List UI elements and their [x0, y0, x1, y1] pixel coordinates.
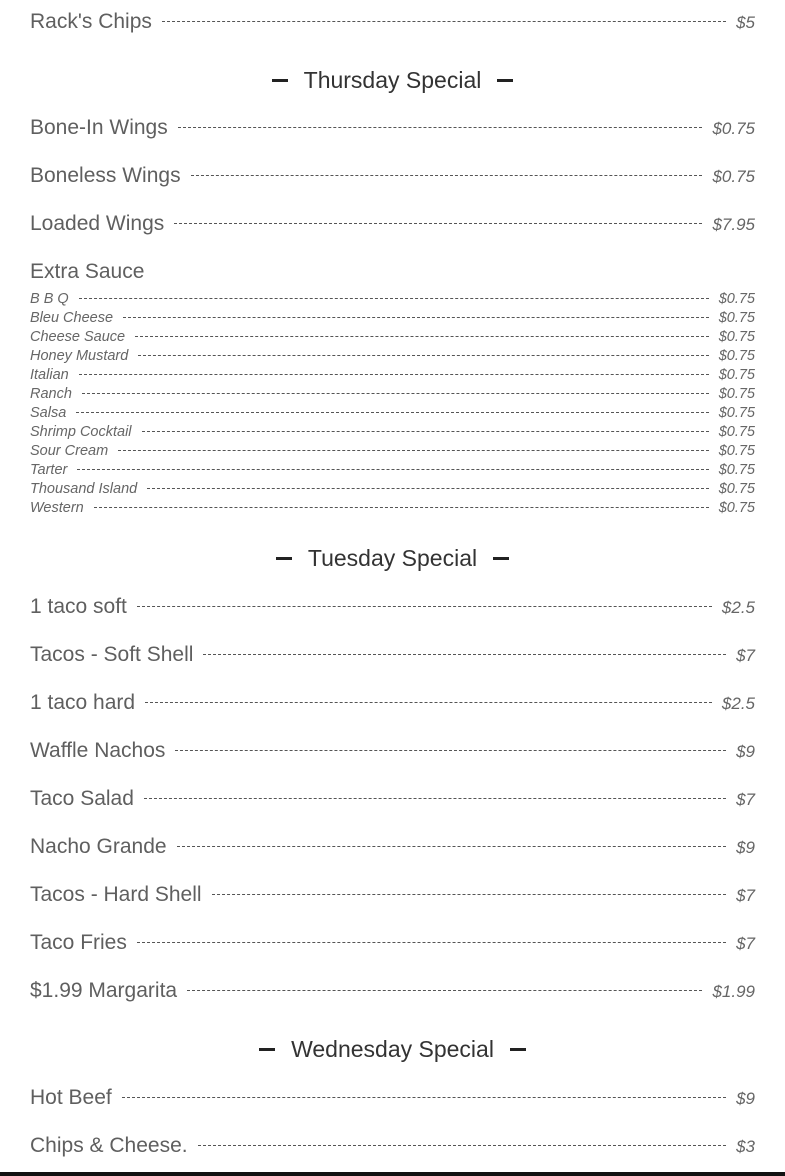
- option-price: $0.75: [718, 443, 755, 459]
- option-price: $0.75: [718, 386, 755, 402]
- item-price: $1.99: [712, 982, 755, 1001]
- menu-item[interactable]: [30, 691, 755, 715]
- option-name: Salsa: [30, 405, 67, 421]
- sauce-option[interactable]: [30, 386, 755, 402]
- item-name: Waffle Nachos: [30, 739, 166, 762]
- option-name: Sour Cream: [30, 443, 109, 459]
- dot-leader: [94, 507, 709, 508]
- option-price: $0.75: [718, 405, 755, 421]
- item-price: $9: [736, 1089, 755, 1108]
- item-price: $2.5: [721, 598, 755, 617]
- item-price: $7: [736, 790, 755, 809]
- option-name: Western: [30, 500, 84, 516]
- menu-item[interactable]: [30, 931, 755, 955]
- menu-item[interactable]: [30, 835, 755, 859]
- item-price: $0.75: [712, 119, 755, 138]
- item-name: Loaded Wings: [30, 212, 165, 235]
- item-name: Tacos - Soft Shell: [30, 643, 194, 666]
- menu-item[interactable]: [30, 979, 755, 1003]
- option-price: $0.75: [718, 481, 755, 497]
- item-name: 1 taco hard: [30, 691, 136, 714]
- option-price: $0.75: [718, 329, 755, 345]
- dot-leader: [162, 21, 726, 22]
- dot-leader: [135, 336, 709, 337]
- dot-leader: [122, 1097, 726, 1098]
- section-heading: [30, 1036, 755, 1063]
- option-price: $0.75: [718, 500, 755, 516]
- dot-leader: [137, 606, 712, 607]
- dot-leader: [175, 750, 726, 751]
- menu-item[interactable]: [30, 883, 755, 907]
- dash-icon: [259, 1048, 275, 1051]
- dash-icon: [276, 557, 292, 560]
- option-name: Tarter: [30, 462, 68, 478]
- dot-leader: [76, 412, 708, 413]
- menu-item[interactable]: [30, 212, 755, 236]
- item-name: Bone-In Wings: [30, 116, 168, 139]
- item-price: $9: [736, 838, 755, 857]
- section-heading: [30, 67, 755, 94]
- item-name: Hot Beef: [30, 1086, 112, 1109]
- sauce-option[interactable]: [30, 291, 755, 307]
- item-name: $1.99 Margarita: [30, 979, 178, 1002]
- dot-leader: [174, 223, 702, 224]
- sauce-option[interactable]: [30, 348, 755, 364]
- item-price: $9: [736, 742, 755, 761]
- sauce-option[interactable]: [30, 462, 755, 478]
- section-heading: [30, 545, 755, 572]
- item-name: Tacos - Hard Shell: [30, 883, 202, 906]
- option-price: $0.75: [718, 367, 755, 383]
- option-name: Cheese Sauce: [30, 329, 126, 345]
- item-price: $7: [736, 886, 755, 905]
- dash-icon: [510, 1048, 526, 1051]
- item-price: $7.95: [712, 215, 755, 234]
- option-name: Shrimp Cocktail: [30, 424, 132, 440]
- option-name: Ranch: [30, 386, 72, 402]
- dot-leader: [177, 846, 726, 847]
- section-title: Thursday Special: [303, 67, 482, 93]
- menu-item[interactable]: [30, 787, 755, 811]
- dash-icon: [497, 79, 513, 82]
- dot-leader: [198, 1145, 726, 1146]
- dot-leader: [118, 450, 709, 451]
- item-name: Rack's Chips: [30, 10, 152, 33]
- item-price: $3: [736, 1137, 755, 1156]
- item-price: $7: [736, 646, 755, 665]
- dot-leader: [187, 990, 702, 991]
- bottom-border: [0, 1172, 785, 1176]
- menu-item[interactable]: [30, 1086, 755, 1110]
- section-title: Tuesday Special: [307, 545, 478, 571]
- option-name: Honey Mustard: [30, 348, 129, 364]
- menu-item[interactable]: [30, 643, 755, 667]
- option-price: $0.75: [718, 462, 755, 478]
- sauce-option[interactable]: [30, 310, 755, 326]
- dot-leader: [79, 298, 709, 299]
- menu-item[interactable]: [30, 739, 755, 763]
- option-price: $0.75: [718, 424, 755, 440]
- item-price: $2.5: [721, 694, 755, 713]
- sauce-option[interactable]: [30, 443, 755, 459]
- item-name: Taco Fries: [30, 931, 127, 954]
- dot-leader: [191, 175, 703, 176]
- option-price: $0.75: [718, 291, 755, 307]
- item-name: Boneless Wings: [30, 164, 181, 187]
- option-name: Thousand Island: [30, 481, 138, 497]
- dot-leader: [212, 894, 727, 895]
- sauce-option[interactable]: [30, 367, 755, 383]
- dash-icon: [272, 79, 288, 82]
- sauce-option[interactable]: [30, 481, 755, 497]
- dot-leader: [203, 654, 726, 655]
- option-name: Italian: [30, 367, 69, 383]
- menu-item[interactable]: [30, 164, 755, 188]
- menu-item[interactable]: [30, 1134, 755, 1158]
- dot-leader: [79, 374, 709, 375]
- section-title: Wednesday Special: [291, 1036, 494, 1062]
- dot-leader: [145, 702, 712, 703]
- dot-leader: [138, 355, 708, 356]
- option-name: Bleu Cheese: [30, 310, 114, 326]
- menu-item[interactable]: [30, 10, 755, 34]
- dot-leader: [137, 942, 726, 943]
- item-name: Nacho Grande: [30, 835, 167, 858]
- dot-leader: [178, 127, 703, 128]
- menu-item[interactable]: [30, 116, 755, 140]
- sauce-option[interactable]: [30, 424, 755, 440]
- dot-leader: [77, 469, 708, 470]
- dot-leader: [142, 431, 709, 432]
- item-price: $5: [736, 13, 755, 32]
- dot-leader: [147, 488, 708, 489]
- sauce-option[interactable]: [30, 405, 755, 421]
- option-price: $0.75: [718, 348, 755, 364]
- sauce-option[interactable]: [30, 329, 755, 345]
- item-name: Taco Salad: [30, 787, 134, 810]
- option-name: B B Q: [30, 291, 69, 307]
- item-price: $7: [736, 934, 755, 953]
- option-price: $0.75: [718, 310, 755, 326]
- item-price: $0.75: [712, 167, 755, 186]
- item-name: 1 taco soft: [30, 595, 127, 618]
- dot-leader: [82, 393, 709, 394]
- dot-leader: [123, 317, 709, 318]
- item-name: Chips & Cheese.: [30, 1134, 188, 1157]
- sauce-option[interactable]: [30, 500, 755, 516]
- dot-leader: [144, 798, 726, 799]
- extra-sauce-title: Extra Sauce: [30, 260, 145, 283]
- menu-item[interactable]: [30, 595, 755, 619]
- dash-icon: [493, 557, 509, 560]
